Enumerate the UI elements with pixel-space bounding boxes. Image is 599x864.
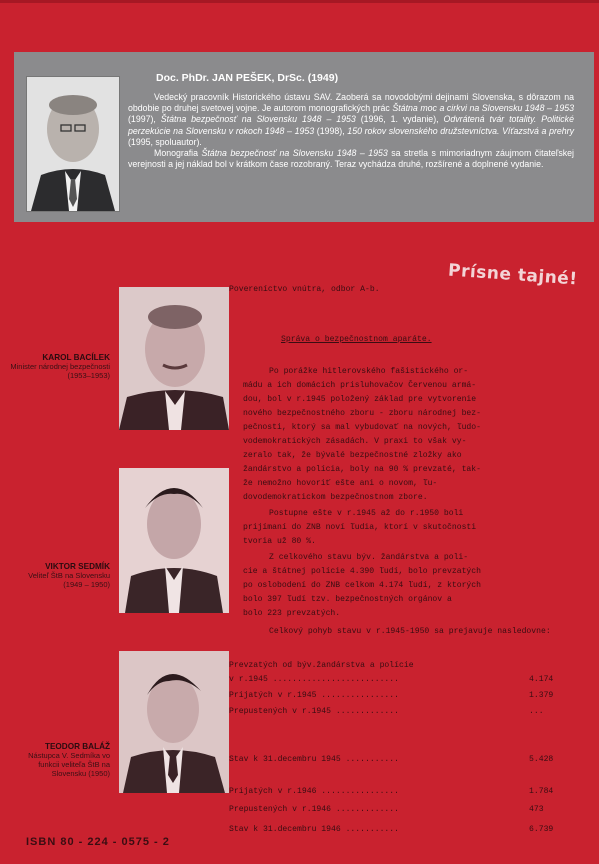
bio-text: (1998), [314,125,348,136]
table-label: Stav k 31.decembru 1945 ........... [229,755,399,764]
bio-text: (1995, spoluautor). [128,136,202,147]
person-role: Nástupca V. Sedmíka vo funkcii veliteľa ŠtB na Slovensku (1950) [28,751,110,778]
report-line: prijímaní do ZNB noví ľudia, ktorí v skutočnosti [243,523,477,532]
bio-text: (1996, 1. vydanie), [355,114,444,125]
caption-bacilek [10,353,110,380]
isbn: ISBN 80 - 224 - 0575 - 2 [26,836,170,848]
portrait-image [119,287,229,430]
top-secret-stamp: Prísne tajné! [447,260,579,290]
table-value: 4.174 [529,675,554,684]
author-name: Doc. PhDr. JAN PEŠEK, DrSc. (1949) [156,72,339,84]
bio-paragraph-1 [128,92,574,148]
table-value: 473 [529,805,544,814]
report-line: nového bezpečnostného zboru - zboru národnej bez- [243,409,481,418]
report-line: dovodemokratickom bezpečnostnom zbore. [243,493,428,502]
bio-title: Štátna bezpečnosť na Slovensku 1948 – 1953 [201,148,388,159]
person-name: VIKTOR SEDMÍK [45,562,110,571]
report-title: Správa o bezpečnostnom aparáte. [281,335,432,344]
report-line: bolo 223 prevzatých. [243,609,341,618]
caption-balaz [10,742,110,778]
caption-sedmik [10,562,110,589]
author-bio [128,92,574,170]
table-value: 1.379 [529,691,554,700]
report-line: že nemožno hovoriť ešte ani o novom, ľu- [243,479,438,488]
report-line: cie a štátnej polície 4.390 ľudí, bolo prevzatých [243,567,481,576]
table-value: ... [529,707,544,716]
table-value: 6.739 [529,825,554,834]
table-value: 1.784 [529,787,554,796]
report-line: dou, bol v r.1945 položený základ pre vytvorenie [243,395,477,404]
table-label: Prijatých v r.1946 ................ [229,787,399,796]
table-label: Prepustených v r.1945 ............. [229,707,399,716]
person-role: Veliteľ ŠtB na Slovensku (1949 – 1950) [28,571,110,589]
person-name: TEODOR BALÁŽ [44,742,110,751]
table-label: v r.1945 .......................... [229,675,399,684]
portrait-image [119,468,229,613]
bio-title: Štátna moc a cirkvi na Slovensku 1948 – 1953 [392,103,574,114]
report-line: Po porážke hitlerovského fašistického or- [269,367,469,376]
bio-title: 150 rokov slovenského družstevníctva. Víťazstvá a prehry [347,125,575,136]
person-name: KAROL BACÍLEK [42,353,110,362]
table-value: 5.428 [529,755,554,764]
report-line: Z celkového stavu býv. žandárstva a poli- [269,553,469,562]
bio-text: Monografia [154,148,202,159]
table-label: Prevzatých od býv.žandárstva a polície [229,661,414,670]
author-photo [26,76,120,212]
report-line: po oslobodení do ZNB celkom 4.174 ľudí, z ktorých [243,581,481,590]
report-line: pečnosti, ktorý sa mal vybudovať na nových, ľudo- [243,423,481,432]
bio-text: Vedecký pracovník Historického ústavu SAV. Zaoberá sa novodobými dejinami Slovenska, s dôrazom na obdobie po druhej svetovej vojne. Je autorom monografických prác [128,92,574,114]
author-portrait-image [27,77,119,211]
typewritten-report [229,270,585,864]
bio-text: sa stretla s mimoriadnym záujmom čitateľskej verejnosti a jej náklad bol v krátkom čase rozobraný. Teraz vychádza druhé, rozšírené a doplnené vydanie. [128,148,574,170]
table-label: Prijatých v r.1945 ................ [229,691,399,700]
report-line: tvoria už 80 %. [243,537,316,546]
bio-paragraph-2 [128,148,574,170]
portrait-bacilek [119,287,229,430]
table-label: Prepustených v r.1946 ............. [229,805,399,814]
bio-title: Štátna bezpečnosť na Slovensku 1948 – 1953 [160,114,356,125]
report-header: Povereníctvo vnútra, odbor A-b. [229,285,380,294]
portrait-sedmik [119,468,229,613]
report-line: bolo 397 ľudí tzv. bezpečnostných orgánov a [243,595,452,604]
report-line: zeralo tak, že bývalé bezpečnostné zložky ako [243,451,462,460]
report-line: Postupne ešte v r.1945 až do r.1950 boli [269,509,464,518]
portrait-image [119,651,229,793]
report-line: Celkový pohyb stavu v r.1945-1950 sa prejavuje nasledovne: [269,627,551,636]
report-line: mádu a ich domácich prisluhovačov Červenou armá- [243,381,477,390]
bio-text: (1997), [128,114,161,125]
top-edge [0,0,599,3]
report-line: vodemokratických zásadách. V praxi to však vy- [243,437,467,446]
person-role: Minister národnej bezpečnosti (1953–1953) [10,362,110,380]
bio-title: Odvrátená tvár totality. Politické perzekúcie na Slovensku v rokoch 1948 – 1953 [128,114,574,136]
table-label: Stav k 31.decembru 1946 ........... [229,825,399,834]
portrait-balaz [119,651,229,793]
report-line: žandárstvo a polícia, boly na 90 % prevzaté, tak- [243,465,481,474]
